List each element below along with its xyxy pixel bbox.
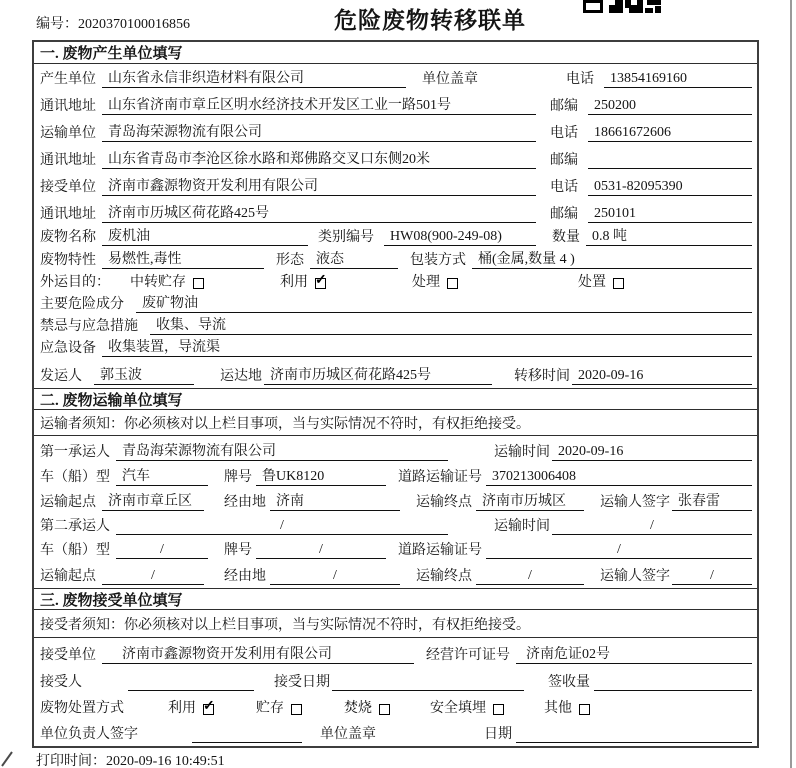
transfer-time-label: 转移时间 [514, 369, 570, 384]
carrier-sign-value: 张春雷 [672, 493, 752, 511]
accept-person-row [34, 667, 757, 694]
serial-label: 编号： [36, 17, 78, 32]
carrier-sign-label: 运输人签字 [600, 569, 670, 584]
quantity-value: 0.8 吨 [586, 228, 752, 246]
checkbox-icon [193, 278, 204, 289]
traits-label: 废物特性 [40, 253, 96, 268]
received-qty-value [594, 673, 752, 691]
disposal-method-row [34, 694, 757, 720]
producer-row [34, 64, 757, 91]
destination-value: 济南市历城区荷花路425号 [264, 367, 492, 385]
form-label: 形态 [276, 253, 304, 268]
checkbox-icon [613, 278, 624, 289]
checkbox-icon [203, 704, 214, 715]
option-label: 利用 [168, 701, 196, 716]
route-via-label: 经由地 [224, 495, 266, 510]
manifest-form-table [32, 40, 759, 748]
plate-value: 鲁UK8120 [256, 468, 386, 486]
producer-zip-value: 250200 [588, 97, 752, 115]
zip-label: 邮编 [550, 207, 578, 222]
receiver-address-value: 济南市历城区荷花路425号 [102, 205, 536, 223]
accept-date-label: 接受日期 [274, 675, 330, 690]
method-option-store [256, 697, 302, 717]
option-label: 安全填埋 [430, 701, 486, 716]
accept-unit-value: 济南市鑫源物资开发利用有限公司 [102, 646, 414, 664]
carrier1-label: 第一承运人 [40, 445, 110, 460]
shipper-value: 郭玉波 [94, 367, 194, 385]
quantity-label: 数量 [552, 230, 580, 245]
unit-seal-label: 单位盖章 [422, 72, 478, 87]
plate-label: 牌号 [224, 470, 252, 485]
carrier2-row [34, 514, 757, 538]
route-end-value: / [476, 567, 584, 585]
print-time [36, 750, 225, 768]
pen-mark [0, 748, 16, 768]
equipment-value: 收集装置，导流渠 [102, 339, 752, 357]
route-end-label: 运输终点 [416, 569, 472, 584]
vehicle-type-label: 车（船）型 [40, 470, 110, 485]
receiver-label: 接受单位 [40, 180, 96, 195]
accept-unit-label: 接受单位 [40, 648, 96, 663]
transporter-address-row [34, 145, 757, 172]
route-start-label: 运输起点 [40, 495, 96, 510]
transport-time-value: 2020-09-16 [552, 443, 752, 461]
route-start-value: 济南市章丘区 [102, 493, 204, 511]
option-label: 贮存 [256, 701, 284, 716]
carrier2-label: 第二承运人 [40, 519, 110, 534]
vehicle-type-label: 车（船）型 [40, 543, 110, 558]
method-option-other [544, 697, 590, 717]
receiver-value: 济南市鑫源物资开发利用有限公司 [102, 178, 536, 196]
producer-label: 产生单位 [40, 72, 96, 87]
transporter-notice: 运输者须知：你必须核对以上栏目事项，当与实际情况不符时，有权拒绝接受。 [34, 410, 757, 436]
accept-person-label: 接受人 [40, 675, 82, 690]
equipment-row [34, 338, 757, 360]
receiver-row [34, 172, 757, 199]
print-time-value: 2020-09-16 10:49:51 [106, 754, 225, 768]
purpose-row [34, 272, 757, 294]
waste-name-value: 废机油 [102, 228, 308, 246]
print-time-label: 打印时间： [36, 754, 106, 768]
checkbox-icon [315, 278, 326, 289]
producer-address-row [34, 91, 757, 118]
road-permit-label: 道路运输证号 [398, 543, 482, 558]
option-label: 处置 [578, 275, 606, 290]
option-label: 中转贮存 [130, 275, 186, 290]
method-option-utilize [168, 697, 214, 717]
license-value: 济南危证02号 [516, 646, 752, 664]
option-label: 处理 [412, 275, 440, 290]
vehicle-type-value: 汽车 [116, 468, 208, 486]
zip-label: 邮编 [550, 153, 578, 168]
responsible-sign-row [34, 720, 757, 746]
disposal-method-label: 废物处置方式 [40, 701, 124, 716]
page-title: 危险废物转移联单 [334, 8, 526, 33]
route-start-label: 运输起点 [40, 569, 96, 584]
route-end-label: 运输终点 [416, 495, 472, 510]
section1-header: 一. 废物产生单位填写 [34, 42, 757, 64]
purpose-option-utilize [280, 271, 326, 291]
road-permit-label: 道路运输证号 [398, 470, 482, 485]
scan-edge-line [790, 0, 792, 768]
shipper-label: 发运人 [40, 369, 82, 384]
taboo-row [34, 316, 757, 338]
option-label: 焚烧 [344, 701, 372, 716]
checkbox-icon [379, 704, 390, 715]
received-qty-label: 签收量 [548, 675, 590, 690]
accept-date-value [332, 673, 524, 691]
route-end-value: 济南市历城区 [476, 493, 584, 511]
producer-phone-value: 13854169160 [604, 70, 752, 88]
hazard-label: 主要危险成分 [40, 297, 124, 312]
option-label: 利用 [280, 275, 308, 290]
route-via-label: 经由地 [224, 569, 266, 584]
destination-label: 运达地 [220, 369, 262, 384]
purpose-option-dispose [578, 271, 624, 291]
purpose-option-transfer [130, 271, 204, 291]
taboo-value: 收集、导流 [150, 317, 752, 335]
address-label: 通讯地址 [40, 99, 96, 114]
packing-value: 桶(金属,数量 4 ) [472, 251, 752, 269]
serial-number [36, 13, 190, 33]
checkbox-icon [579, 704, 590, 715]
category-label: 类别编号 [318, 230, 374, 245]
traits-value: 易燃性,毒性 [102, 251, 264, 269]
producer-value: 山东省永信非织造材料有限公司 [102, 70, 406, 88]
carrier2-value: / [116, 517, 448, 535]
equipment-label: 应急设备 [40, 341, 96, 356]
carrier1-row [34, 436, 757, 464]
form-value: 液态 [310, 251, 398, 269]
address-label: 通讯地址 [40, 207, 96, 222]
transport-time-label: 运输时间 [494, 445, 550, 460]
section3-header: 三. 废物接受单位填写 [34, 588, 757, 610]
qr-code-fragment [583, 0, 661, 18]
method-option-incinerate [344, 697, 390, 717]
checkbox-icon [493, 704, 504, 715]
hazard-row [34, 294, 757, 316]
shipper-row [34, 360, 757, 388]
route-via-value: 济南 [270, 493, 400, 511]
receiver-phone-value: 0531-82095390 [588, 178, 752, 196]
plate-label: 牌号 [224, 543, 252, 558]
waste-name-label: 废物名称 [40, 230, 96, 245]
option-label: 其他 [544, 701, 572, 716]
phone-label: 电话 [550, 180, 578, 195]
carrier-sign-label: 运输人签字 [600, 495, 670, 510]
transporter-value: 青岛海荣源物流有限公司 [102, 124, 536, 142]
transporter-zip-value [588, 151, 752, 169]
accept-unit-row [34, 638, 757, 667]
receiver-address-row [34, 199, 757, 226]
receiver-notice: 接受者须知：你必须核对以上栏目事项，当与实际情况不符时，有权拒绝接受。 [34, 610, 757, 638]
route-start-value: / [102, 567, 204, 585]
packing-label: 包装方式 [410, 253, 466, 268]
category-value: HW08(900-249-08) [384, 228, 536, 246]
carrier-sign-value: / [672, 567, 752, 585]
unit-seal-label: 单位盖章 [320, 727, 376, 742]
date-label: 日期 [484, 727, 512, 742]
purpose-label: 外运目的： [40, 275, 110, 290]
checkbox-icon [291, 704, 302, 715]
producer-address-value: 山东省济南市章丘区明水经济技术开发区工业一路501号 [102, 97, 536, 115]
transporter-row [34, 118, 757, 145]
carrier1-route-row [34, 489, 757, 514]
carrier1-value: 青岛海荣源物流有限公司 [116, 443, 448, 461]
plate-value: / [256, 541, 386, 559]
waste-name-row [34, 226, 757, 249]
zip-label: 邮编 [550, 99, 578, 114]
accept-person-value [128, 673, 254, 691]
checkbox-icon [447, 278, 458, 289]
route-via-value: / [270, 567, 400, 585]
purpose-option-treat [412, 271, 458, 291]
road-permit-value: / [486, 541, 752, 559]
vehicle-type-value: / [116, 541, 208, 559]
responsible-sign-value [192, 725, 302, 743]
section2-header: 二. 废物运输单位填写 [34, 388, 757, 410]
road-permit-value: 370213006408 [486, 468, 752, 486]
transport-time-value: / [552, 517, 752, 535]
serial-value: 2020370100016856 [78, 17, 190, 32]
phone-label: 电话 [550, 126, 578, 141]
transfer-time-value: 2020-09-16 [572, 367, 752, 385]
date-value [516, 725, 752, 743]
waste-traits-row [34, 249, 757, 272]
transporter-address-value: 山东省青岛市李沧区徐水路和郑佛路交叉口东侧20米 [102, 151, 536, 169]
responsible-sign-label: 单位负责人签字 [40, 727, 138, 742]
hazard-value: 废矿物油 [136, 295, 752, 313]
address-label: 通讯地址 [40, 153, 96, 168]
license-label: 经营许可证号 [426, 648, 510, 663]
receiver-zip-value: 250101 [588, 205, 752, 223]
transporter-label: 运输单位 [40, 126, 96, 141]
phone-label: 电话 [566, 72, 594, 87]
carrier2-vehicle-row [34, 538, 757, 562]
transporter-phone-value: 18661672606 [588, 124, 752, 142]
transport-time-label: 运输时间 [494, 519, 550, 534]
taboo-label: 禁忌与应急措施 [40, 319, 138, 334]
method-option-landfill [430, 697, 504, 717]
carrier2-route-row [34, 562, 757, 588]
carrier1-vehicle-row [34, 464, 757, 489]
